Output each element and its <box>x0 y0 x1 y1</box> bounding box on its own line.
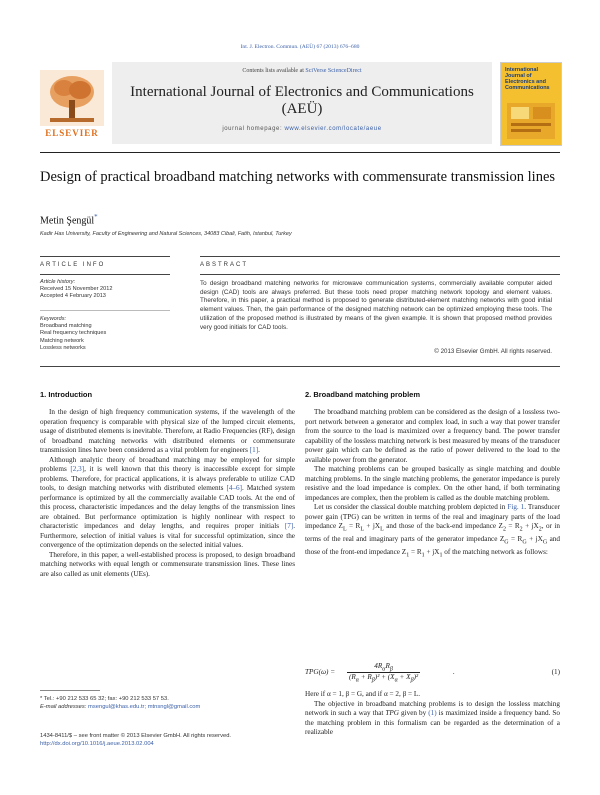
affiliation: Kadir Has University, Faculty of Engineering and Natural Sciences, 34083 Cibali, Fatih, Istanbul, Turkey <box>40 231 292 237</box>
section2-paragraph-3 <box>305 503 560 561</box>
s2-sub: 2 <box>519 526 523 533</box>
s2-text: + jX <box>364 522 381 530</box>
abstract-text: To design broadband matching networks for microwave communication systems, commercially available computer aided design (CAD) tools are always preferred. But these tools need proper matching network topology and element values. Therefore, in this paper, a practical method is proposed to generate distributed-element matching networks with good initial element values. Then, the gain performance of the designed matching network can be optimized employing these tools. The utilization of the proposed method is illustrated by means of the given example. It is shown that proposed method provides very good initials for CAD tools. <box>200 280 552 331</box>
eq-sub: α <box>394 677 398 684</box>
reference-link[interactable]: [2,3] <box>70 465 85 473</box>
eq-part: + X <box>397 673 411 682</box>
publisher-name: ELSEVIER <box>45 128 99 138</box>
header-rule <box>40 152 560 153</box>
article-history <box>40 279 170 301</box>
eq-sub: β <box>410 677 414 684</box>
email-label: E-mail addresses: <box>40 704 89 710</box>
s2-text: = R <box>409 547 422 556</box>
equation-where-clause: Here if α = 1, β = G, and if α = 2, β = L. <box>305 690 421 698</box>
journal-title: International Journal of Electronics and Communications (AEÜ) <box>130 84 474 117</box>
intro-p2-text: Although analytic theory of broadband matching may be employed for simple problems <box>40 455 295 473</box>
s2-sub: G <box>542 539 548 546</box>
elsevier-logo <box>40 70 104 142</box>
email-link[interactable]: msengul@khas.edu.tr; mtnsngl@gmail.com <box>88 704 201 710</box>
article-identifiers <box>40 732 295 748</box>
s2-text: and those of the front-end impedance Z <box>305 534 560 556</box>
received-date: Received 15 November 2012 <box>40 286 113 293</box>
author-footnote-mark[interactable]: * <box>94 213 98 221</box>
copyright: © 2013 Elsevier GmbH. All rights reserved. <box>434 348 552 355</box>
author-line <box>40 213 98 226</box>
journal-citation: Int. J. Electron. Commun. (AEÜ) 67 (2013) 676–680 <box>240 44 360 50</box>
eq-sub: β <box>371 677 375 684</box>
equation-period: . <box>453 668 455 676</box>
section-heading-broadband-matching: 2. Broadband matching problem <box>305 390 421 399</box>
section2-paragraph-4 <box>305 700 560 738</box>
email-line <box>40 703 295 711</box>
author-contact: * Tel.: +90 212 533 65 32; fax: +90 212 533 57 53. <box>40 696 169 702</box>
homepage-link[interactable]: www.elsevier.com/locate/aeue <box>284 126 382 132</box>
equation-denominator <box>347 673 420 683</box>
sciencedirect-link[interactable]: SciVerse ScienceDirect <box>305 68 362 74</box>
s2-sub: 2 <box>502 526 506 533</box>
s2-text: + jX <box>424 547 440 556</box>
s2-text: given by <box>399 709 429 717</box>
s2-text: The objective in broadband matching problems is to design the lossless matching network in such a way that <box>305 699 560 717</box>
eq-sub: α <box>355 677 359 684</box>
s2-text: = R <box>508 534 523 543</box>
eq-part: )² <box>413 673 419 682</box>
doi-link[interactable]: http://dx.doi.org/10.1016/j.aeue.2013.02.004 <box>40 741 154 747</box>
s2-text: = R <box>346 522 361 530</box>
journal-homepage <box>112 126 492 132</box>
s2-sub: 1 <box>421 552 425 559</box>
s2-text: + jX <box>526 534 543 543</box>
intro-p2-text: . Furthermore, selection of initial values is vital for successful optimization, since the convergence of the optimization depends on the selected initial values. <box>40 522 295 549</box>
eq-part: (R <box>349 673 356 682</box>
eq-sub: β <box>389 666 393 673</box>
keyword-item: Real frequency techniques <box>40 330 107 337</box>
s2-sub: 1 <box>439 552 443 559</box>
journal-masthead <box>112 62 492 144</box>
keyword-item: Matching network <box>40 337 84 344</box>
s2-sub: L <box>342 526 347 533</box>
issn-line: 1434-8411/$ – see front matter © 2013 Elsevier GmbH. All rights reserved. <box>40 733 232 739</box>
cover-graphic-icon <box>507 103 555 139</box>
intro-paragraph-3: Therefore, in this paper, a well-established process is proposed, to design broadband matching networks with equal length or commensurate transmission lines. These lines are also called as unit elements (UEs). <box>40 550 295 578</box>
keywords-block <box>40 316 170 352</box>
article-info-label: ARTICLE INFO <box>40 262 106 268</box>
s2-text: . Transducer power gain (TPG) can be written in terms of the real and imaginary parts of the load impedance Z <box>305 503 560 530</box>
section2-continued <box>305 690 560 738</box>
s2-sub: L <box>360 526 364 533</box>
eq-part: R <box>385 662 390 670</box>
cover-title: International Journal of Electronics and Communications <box>505 67 550 91</box>
s2-text: , or in terms of the real and imaginary parts of the generator impedance Z <box>305 522 560 543</box>
section-heading-introduction: 1. Introduction <box>40 390 93 399</box>
keywords-rule <box>40 310 170 311</box>
abstract-label: ABSTRACT <box>200 262 249 268</box>
accepted-date: Accepted 4 February 2013 <box>40 293 106 300</box>
abstract-rule <box>200 274 560 275</box>
eq-part: )² + (X <box>374 673 395 682</box>
intro-p1-text: In the design of high frequency communication systems, if the wavelength of the operation frequency is comparable with physical size of the lumped circuit elements, usage of distributed elements is inevitable. Therefore, at Radio Frequencies (RF), design of broadband matching networks with distributed elements or commensurate transmission lines have been considered as a vital problem for engineers <box>40 408 295 454</box>
contents-line <box>112 68 492 74</box>
intro-paragraph-1: In the design of high frequency communication systems, if the wavelength of the operation frequency is comparable with physical size of the lumped circuit elements, usage of distributed elements is inevitable. Therefore, at Radio Frequencies (RF), design of broadband matching networks with distributed elements or commensurate transmission lines have been considered as a vital problem for engineers [1]. <box>40 408 295 454</box>
keyword-item: Lossless networks <box>40 344 86 351</box>
footnotes <box>40 695 295 711</box>
abstract-bottom-rule <box>40 366 560 367</box>
tree-logo-icon <box>40 70 104 126</box>
section2-paragraph-2: The matching problems can be grouped basically as single matching and double matching problems. In the single matching problems, the generator impedance is purely resistive and the load impedance is complex. On the other hand, if both terminating impedances are complex, then the problem is called as the double matching problem. <box>305 465 560 502</box>
equation-1 <box>305 662 560 684</box>
reference-link[interactable]: [7] <box>284 522 294 530</box>
equation-lhs: TPG(ω) = <box>305 668 336 676</box>
s2-text: is maximized inside a frequency band. So the matching problem in this formalism can be regarded as the determination of a realizable <box>305 709 560 736</box>
eq-part: + R <box>358 673 372 682</box>
s2-sub: 2 <box>538 526 542 533</box>
s2-italic: TPG <box>385 709 400 717</box>
s2-text: = R <box>505 522 520 530</box>
keywords-label: Keywords: <box>40 316 67 322</box>
s2-text: + jX <box>522 522 539 530</box>
figure-link[interactable]: Fig. 1 <box>507 503 525 511</box>
homepage-prefix: journal homepage: <box>222 126 285 132</box>
s2-text: Let us consider the classical double matching problem depicted in <box>314 503 508 511</box>
footnote-rule <box>40 690 100 691</box>
history-label: Article history: <box>40 279 76 285</box>
eq-sub: α <box>382 666 386 673</box>
s2-sub: L <box>380 526 384 533</box>
contents-prefix: Contents lists available at <box>242 68 306 74</box>
keyword-item: Broadband matching <box>40 323 92 330</box>
section2-paragraph-1: The broadband matching problem can be considered as the design of a lossless two-port network between a generator and complex load, in such a way that power transfer from the source to the load is maximized over a frequency band. The power transfer capability of the lossless matching network is best measured by means of the transducer power gain which can be defined as the ratio of power delivered to the load to the available power from the generator. <box>305 408 560 464</box>
reference-link[interactable]: [4–6] <box>226 484 243 492</box>
s2-sub: G <box>522 539 527 546</box>
s2-sub: 1 <box>406 552 410 559</box>
intro-paragraph-2 <box>40 456 295 551</box>
reference-link[interactable]: [1] <box>249 446 259 454</box>
equation-number: (1) <box>551 668 560 676</box>
s2-sub: G <box>504 539 509 546</box>
eq-part: 4R <box>374 662 383 670</box>
s2-text: and those of the back-end impedance Z <box>383 522 503 530</box>
equation-fraction <box>347 662 420 684</box>
introduction-body <box>40 408 295 579</box>
section2-body <box>305 408 560 561</box>
article-info-rule-top <box>40 256 170 257</box>
s2-text: of the matching network as follows: <box>442 547 548 556</box>
intro-p2-text: , it is well known that this theory is inaccessible except for simple problems. Therefore, for practical applications, it is always preferable to utilize CAD tools, to design matching networks with distributed elements <box>40 465 296 492</box>
intro-p2-text: . Matched system performance is optimized by all the commercially available CAD tools. At the end of this process, characteristic impedances and the delay lengths of the transmission lines are obtained. But performance optimization is highly nonlinear with respect to characteristic impedances and delay lengths, and requires proper initials <box>40 484 295 530</box>
abstract-rule-top <box>200 256 560 257</box>
equation-numerator <box>347 662 420 673</box>
author-name: Metin Şengül <box>40 215 95 227</box>
journal-header <box>40 62 560 152</box>
journal-cover <box>500 62 562 146</box>
equation-link[interactable]: (1) <box>428 709 437 717</box>
article-title: Design of practical broadband matching networks with commensurate transmission lines <box>40 169 556 185</box>
article-info-rule <box>40 274 170 275</box>
